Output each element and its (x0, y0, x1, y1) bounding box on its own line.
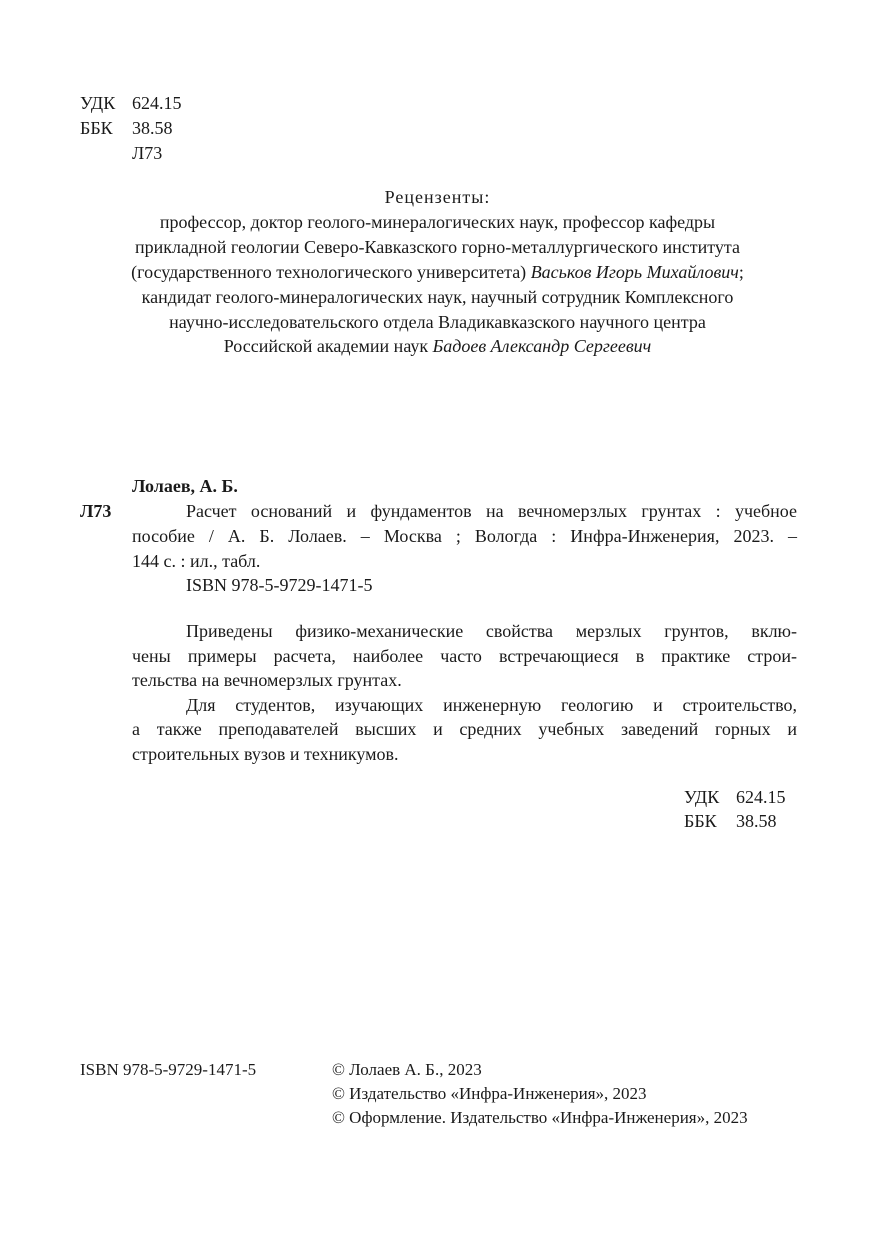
udk-value: 624.15 (736, 787, 786, 807)
reviewer-name: Васьков Игорь Михайлович (530, 262, 739, 282)
catalog-mark: Л73 (80, 501, 112, 521)
abstract-line: чены примеры расчета, наиболее часто встречающиеся в практике строи- (132, 646, 797, 666)
top-author-mark: Л73 (132, 143, 163, 163)
catalog-isbn: ISBN 978-5-9729-1471-5 (186, 575, 373, 595)
bottom-bbk (684, 809, 777, 833)
copyright-line: © Лолаев А. Б., 2023 (332, 1060, 482, 1079)
catalog-description: пособие / А. Б. Лолаев. – Москва ; Вологда : Инфра-Инженерия, 2023. – (132, 526, 797, 546)
reviewers-line: кандидат геолого-минералогических наук, научный сотрудник Комплексного (141, 287, 734, 307)
bbk-label: ББК (684, 811, 717, 831)
reviewers-line: прикладной геологии Северо-Кавказского горно-металлургического института (135, 237, 740, 257)
top-bbk (80, 116, 173, 140)
reviewers-line: научно-исследовательского отдела Владикавказского научного центра (169, 312, 706, 332)
abstract-line: тельства на вечномерзлых грунтах. (132, 670, 402, 690)
bottom-udk (684, 785, 786, 809)
top-udk (80, 91, 182, 115)
footer-isbn: ISBN 978-5-9729-1471-5 (80, 1060, 257, 1079)
udk-label: УДК (684, 787, 720, 807)
udk-value: 624.15 (132, 93, 182, 113)
abstract-line: а также преподавателей высших и средних учебных заведений горных и (132, 719, 797, 739)
reviewers-line: профессор, доктор геолого-минералогических наук, профессор кафедры (159, 212, 716, 232)
reviewers-line (0, 260, 875, 284)
bbk-value: 38.58 (736, 811, 777, 831)
reviewers-heading: Рецензенты: (384, 187, 491, 207)
catalog-description: 144 с. : ил., табл. (132, 551, 261, 571)
bbk-label: ББК (80, 118, 113, 138)
reviewers-separator: ; (738, 262, 744, 282)
reviewers-affiliation: Российской академии наук (223, 336, 433, 356)
bbk-value: 38.58 (132, 118, 173, 138)
copyright-line: © Оформление. Издательство «Инфра-Инженерия», 2023 (332, 1108, 748, 1127)
catalog-description: Расчет оснований и фундаментов на вечномерзлых грунтах : учебное (186, 501, 797, 521)
copyright-line: © Издательство «Инфра-Инженерия», 2023 (332, 1084, 647, 1103)
abstract-line: Приведены физико-механические свойства мерзлых грунтов, вклю- (186, 621, 797, 641)
abstract-line: Для студентов, изучающих инженерную геологию и строительство, (186, 695, 797, 715)
reviewers-line (0, 334, 875, 358)
catalog-author: Лолаев, А. Б. (132, 476, 238, 496)
udk-label: УДК (80, 93, 116, 113)
reviewer-name: Бадоев Александр Сергеевич (432, 336, 652, 356)
abstract-line: строительных вузов и техникумов. (132, 744, 399, 764)
reviewers-affiliation: (государственного технологического университета) (131, 262, 531, 282)
